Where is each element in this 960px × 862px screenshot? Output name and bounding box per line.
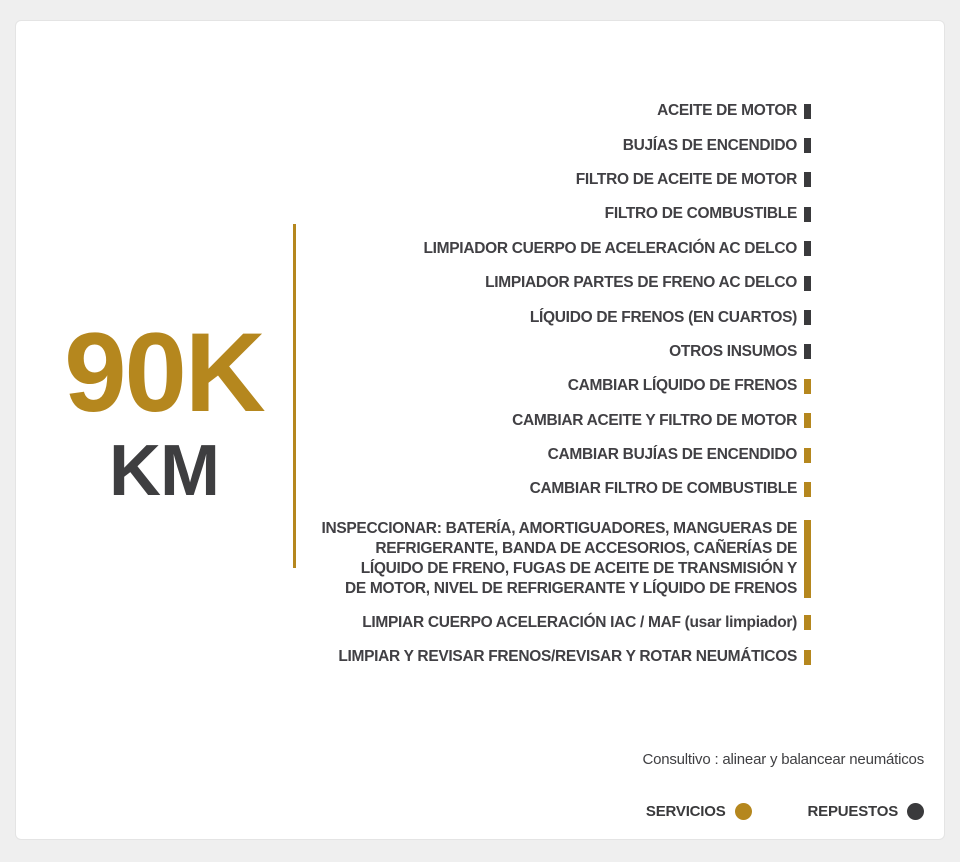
- mileage-unit: KM: [109, 431, 219, 511]
- list-item: [301, 266, 811, 300]
- maintenance-items-list: [301, 94, 811, 674]
- repuesto-tick-icon: [804, 310, 811, 325]
- list-item: [301, 404, 811, 438]
- item-label: CAMBIAR BUJÍAS DE ENCENDIDO: [547, 446, 797, 464]
- item-label: INSPECCIONAR: BATERÍA, AMORTIGUADORES, MANGUERAS DE REFRIGERANTE, BANDA DE ACCESORIOS, CAÑERÍAS DE LÍQUIDO DE FRENO, FUGAS DE ACEITE DE TRANSMISIÓN Y DE MOTOR, NIVEL DE REFRIGERANTE Y LÍQUIDO DE FRENOS: [321, 519, 797, 597]
- item-label: FILTRO DE COMBUSTIBLE: [604, 205, 797, 223]
- mileage-milestone: [44, 310, 284, 511]
- list-item: [301, 128, 811, 162]
- repuesto-tick-icon: [804, 344, 811, 359]
- list-item: [301, 94, 811, 128]
- item-label: CAMBIAR LÍQUIDO DE FRENOS: [567, 377, 797, 395]
- repuesto-tick-icon: [804, 172, 811, 187]
- list-item: [301, 300, 811, 334]
- legend-label-repuestos: REPUESTOS: [807, 803, 898, 820]
- list-item: [301, 472, 811, 506]
- item-label: CAMBIAR ACEITE Y FILTRO DE MOTOR: [512, 411, 797, 429]
- servicio-tick-icon: [804, 615, 811, 630]
- maintenance-card: [15, 20, 945, 840]
- servicio-tick-icon: [804, 379, 811, 394]
- list-item: [301, 197, 811, 231]
- servicio-tick-icon: [804, 482, 811, 497]
- item-label: FILTRO DE ACEITE DE MOTOR: [575, 170, 797, 188]
- repuestos-dot-icon: [907, 803, 924, 820]
- servicio-tick-icon: [804, 520, 811, 598]
- servicio-tick-icon: [804, 650, 811, 665]
- legend-label-servicios: SERVICIOS: [645, 803, 726, 820]
- item-label: LIMPIAR CUERPO ACELERACIÓN IAC / MAF (usar limpiador): [362, 613, 797, 631]
- legend: [646, 803, 924, 820]
- legend-entry-servicios: [646, 803, 752, 820]
- item-label: LIMPIADOR PARTES DE FRENO AC DELCO: [485, 274, 797, 292]
- repuesto-tick-icon: [804, 276, 811, 291]
- servicios-dot-icon: [735, 803, 752, 820]
- item-label: LÍQUIDO DE FRENOS (EN CUARTOS): [529, 308, 797, 326]
- repuesto-tick-icon: [804, 138, 811, 153]
- item-label: CAMBIAR FILTRO DE COMBUSTIBLE: [529, 480, 797, 498]
- consultative-note: Consultivo : alinear y balancear neumáticos: [642, 751, 924, 768]
- list-item: [301, 232, 811, 266]
- legend-entry-repuestos: [808, 803, 924, 820]
- list-item: [301, 519, 811, 599]
- list-item: [301, 640, 811, 674]
- item-label: BUJÍAS DE ENCENDIDO: [622, 136, 797, 154]
- mileage-value: 90K: [64, 310, 264, 435]
- vertical-divider: [293, 224, 296, 568]
- item-label: OTROS INSUMOS: [669, 342, 797, 360]
- list-item: [301, 438, 811, 472]
- item-label: LIMPIAR Y REVISAR FRENOS/REVISAR Y ROTAR NEUMÁTICOS: [338, 648, 797, 666]
- repuesto-tick-icon: [804, 207, 811, 222]
- servicio-tick-icon: [804, 448, 811, 463]
- list-item: [301, 606, 811, 640]
- list-item: [301, 369, 811, 403]
- repuesto-tick-icon: [804, 104, 811, 119]
- list-item: [301, 163, 811, 197]
- item-label: ACEITE DE MOTOR: [657, 102, 797, 120]
- list-item: [301, 335, 811, 369]
- item-label: LIMPIADOR CUERPO DE ACELERACIÓN AC DELCO: [423, 239, 797, 257]
- repuesto-tick-icon: [804, 241, 811, 256]
- servicio-tick-icon: [804, 413, 811, 428]
